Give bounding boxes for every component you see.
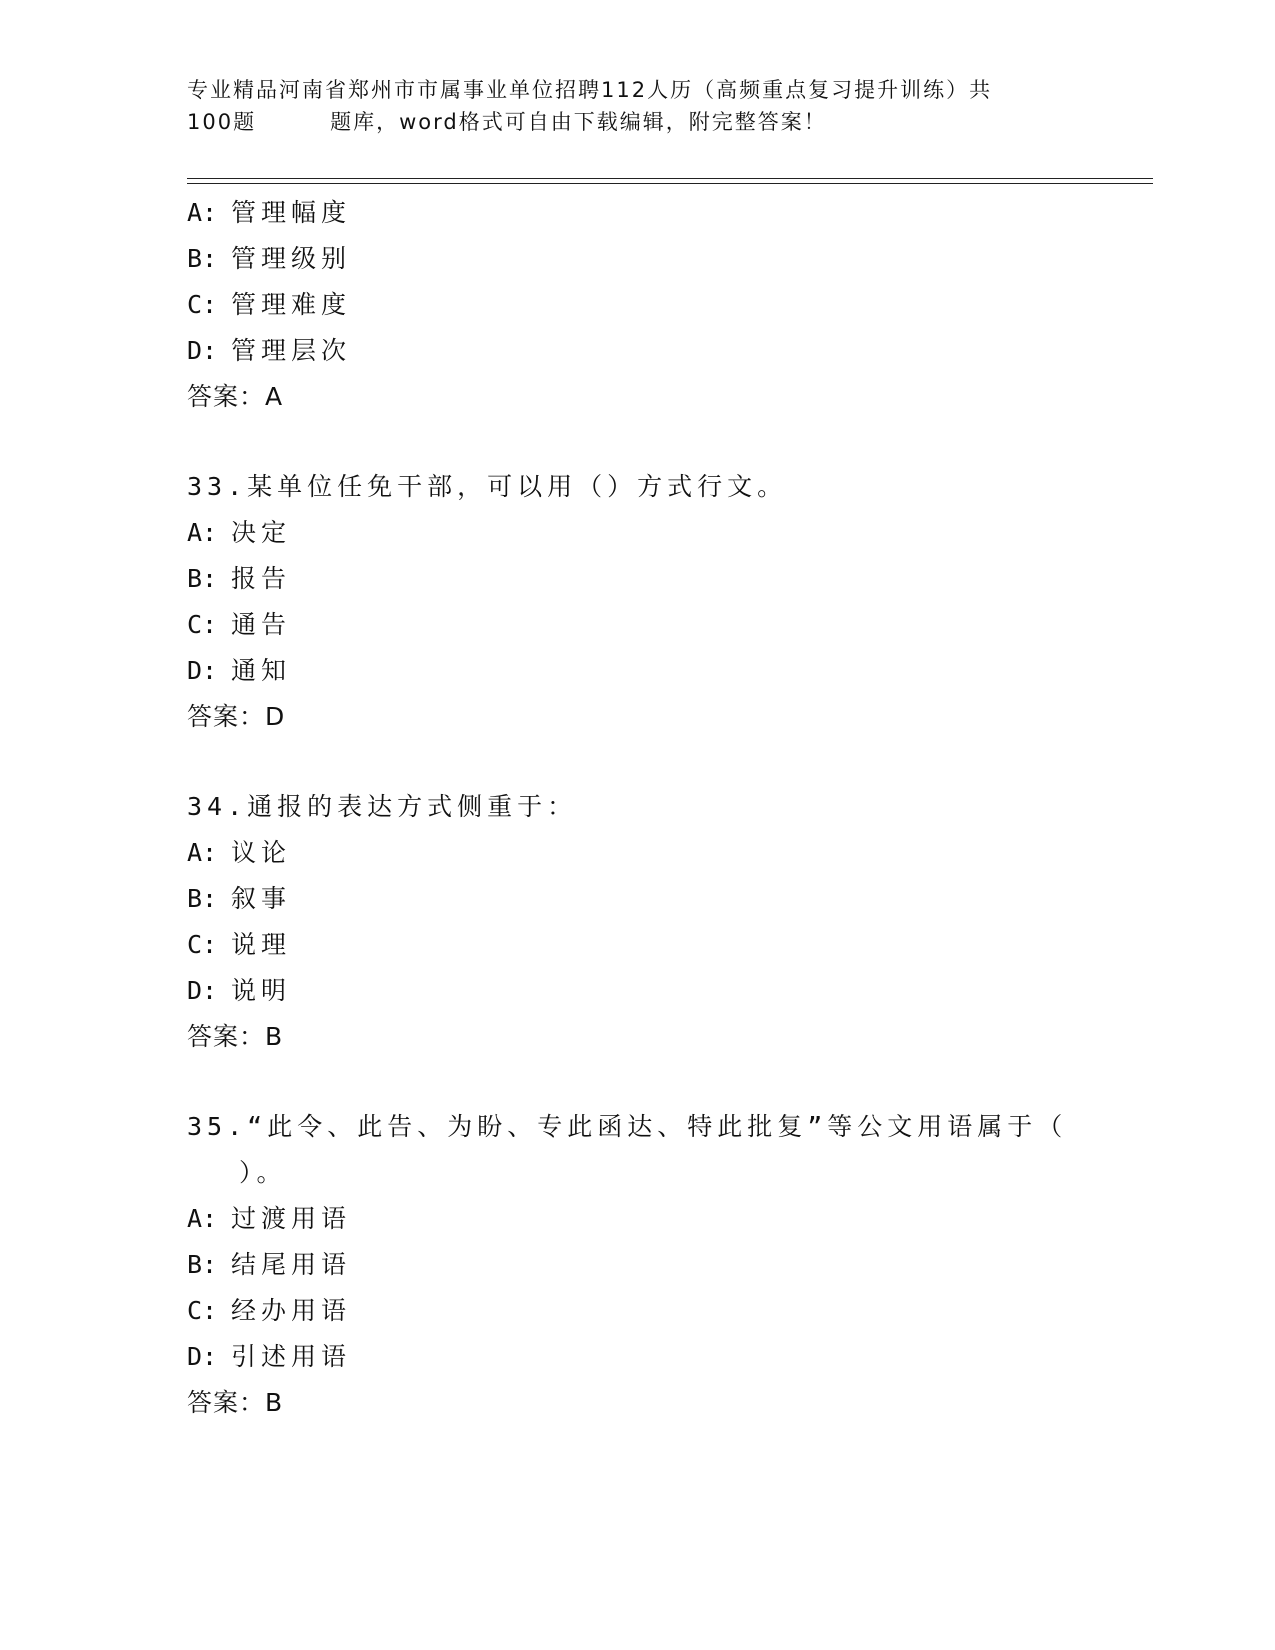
answer-line: 答案：D — [187, 702, 286, 731]
header-description: 题库，word格式可自由下载编辑，附完整答案！ — [330, 110, 827, 134]
option-text: 引述用语 — [231, 1342, 352, 1371]
answer-line: 答案：A — [187, 382, 284, 411]
question-block-35 — [187, 1104, 1087, 1426]
option-b: B: 结尾用语 — [187, 1250, 352, 1279]
option-text: 报告 — [231, 564, 292, 593]
option-a: A: 决定 — [187, 518, 292, 547]
header-divider-top — [187, 178, 1153, 179]
option-d: D: 管理层次 — [187, 336, 352, 365]
option-text: 叙事 — [231, 884, 292, 913]
option-a: A: 过渡用语 — [187, 1204, 352, 1233]
option-text: 管理幅度 — [231, 198, 352, 227]
option-c: C: 经办用语 — [187, 1296, 352, 1325]
option-d: D: 通知 — [187, 656, 292, 685]
question-block-32 — [187, 190, 1087, 420]
question-text: 33.某单位任免干部，可以用（）方式行文。 — [187, 472, 788, 501]
option-a: A: 议论 — [187, 838, 292, 867]
option-text: 管理层次 — [231, 336, 352, 365]
option-d: D: 引述用语 — [187, 1342, 352, 1371]
option-a: A: 管理幅度 — [187, 198, 352, 227]
option-text: 结尾用语 — [231, 1250, 352, 1279]
header-question-count: 100题 — [187, 110, 257, 134]
questions-content — [187, 190, 1087, 1426]
option-b: B: 报告 — [187, 564, 292, 593]
option-text: 议论 — [231, 838, 292, 867]
question-block-33 — [187, 464, 1087, 740]
header-line-2 — [187, 106, 1067, 138]
question-text: 34.通报的表达方式侧重于： — [187, 792, 578, 821]
option-c: C: 通告 — [187, 610, 292, 639]
option-d: D: 说明 — [187, 976, 292, 1005]
answer-line: 答案：B — [187, 1022, 284, 1051]
option-c: C: 说理 — [187, 930, 292, 959]
answer-line: 答案：B — [187, 1388, 284, 1417]
header-line-1: 专业精品河南省郑州市市属事业单位招聘112人历（高频重点复习提升训练）共 — [187, 78, 993, 102]
question-text-continuation: ）。 — [239, 1158, 287, 1187]
option-text: 决定 — [231, 518, 292, 547]
option-text: 说理 — [231, 930, 292, 959]
document-header — [187, 74, 1067, 138]
option-text: 说明 — [231, 976, 292, 1005]
option-b: B: 叙事 — [187, 884, 292, 913]
question-block-34 — [187, 784, 1087, 1060]
option-text: 通知 — [231, 656, 292, 685]
option-text: 通告 — [231, 610, 292, 639]
option-text: 管理难度 — [231, 290, 352, 319]
option-b: B: 管理级别 — [187, 244, 352, 273]
question-text: 35.“此令、此告、为盼、专此函达、特此批复”等公文用语属于（ — [187, 1112, 1068, 1141]
option-text: 管理级别 — [231, 244, 352, 273]
option-c: C: 管理难度 — [187, 290, 352, 319]
option-text: 过渡用语 — [231, 1204, 352, 1233]
option-text: 经办用语 — [231, 1296, 352, 1325]
header-divider-bottom — [187, 183, 1153, 184]
